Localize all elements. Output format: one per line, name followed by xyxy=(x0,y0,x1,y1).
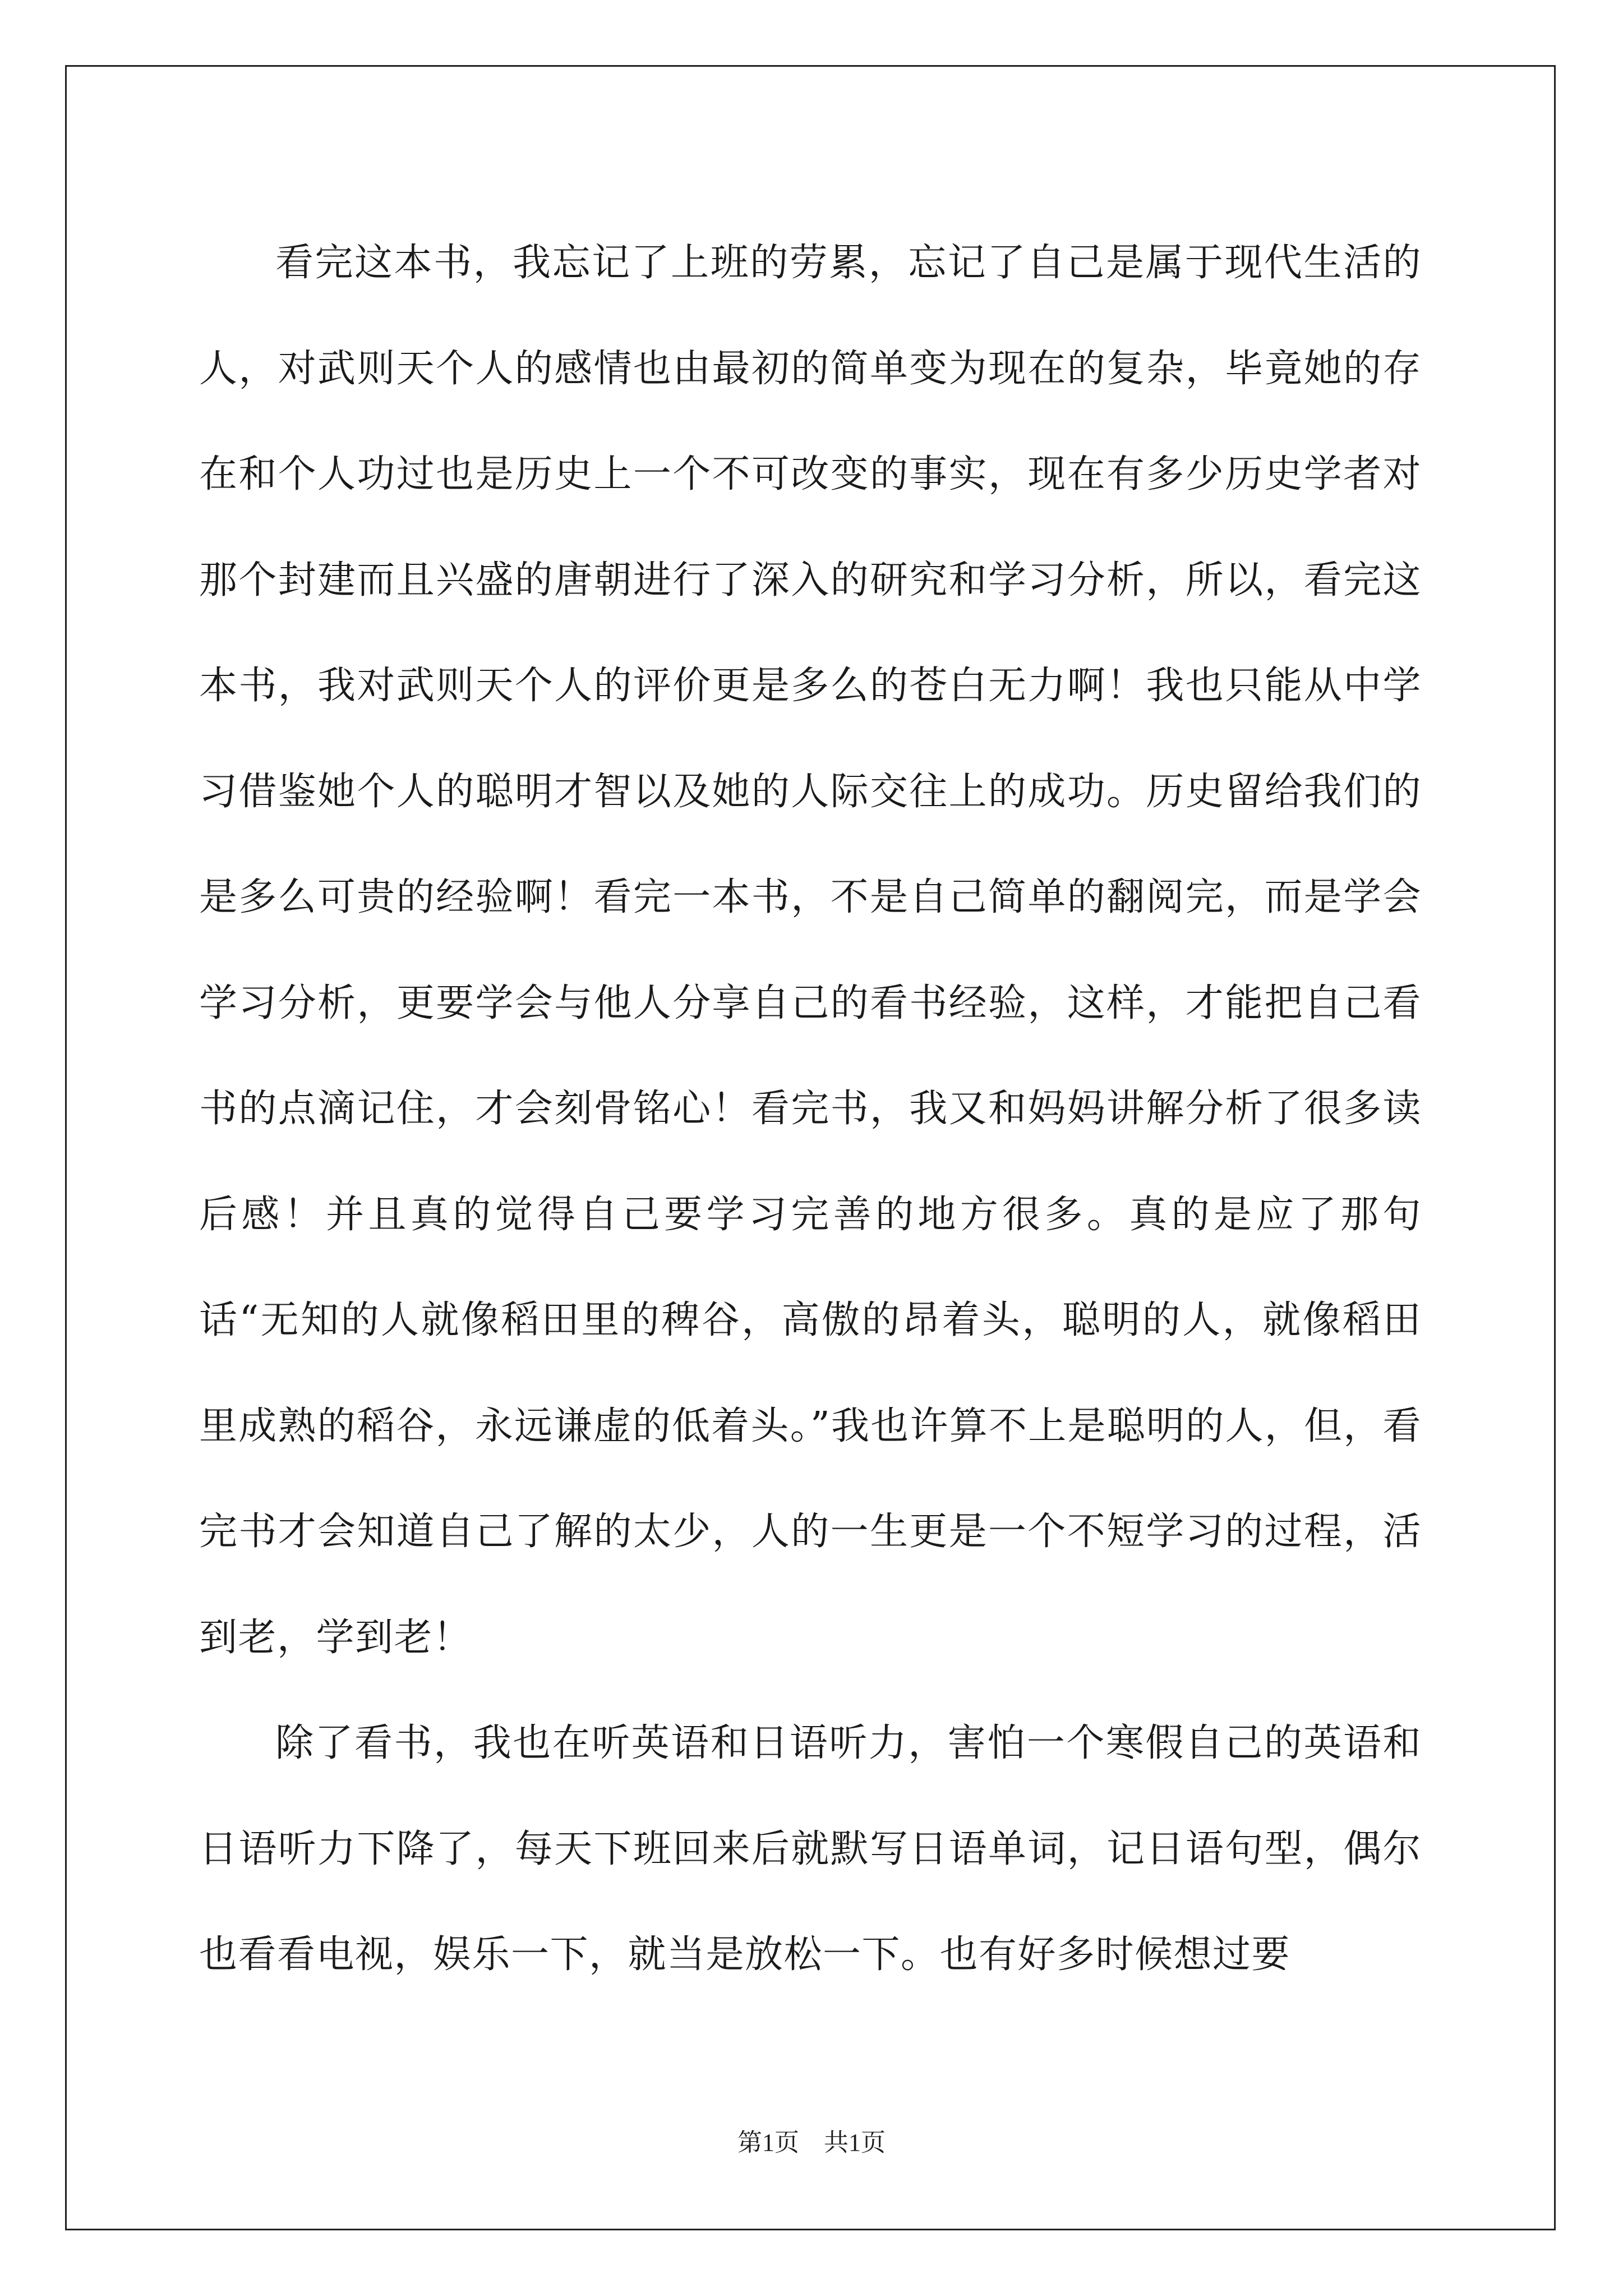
paragraph-1: 看完这本书，我忘记了上班的劳累，忘记了自己是属于现代生活的人，对武则天个人的感情也由最初的简单变为现在的复杂，毕竟她的存在和个人功过也是历史上一个不可改变的事实，现在有多少历史学者对那个封建而且兴盛的唐朝进行了深入的研究和学习分析，所以，看完这本书，我对武则天个人的评价更是多么的苍白无力啊！我也只能从中学习借鉴她个人的聪明才智以及她的人际交往上的成功。历史留给我们的是多么可贵的经验啊！看完一本书，不是自己简单的翻阅完，而是学会学习分析，更要学会与他人分享自己的看书经验，这样，才能把自己看书的点滴记住，才会刻骨铭心！看完书，我又和妈妈讲解分析了很多读后感！并且真的觉得自己要学习完善的地方很多。真的是应了那句话“无知的人就像稻田里的稗谷，高傲的昂着头，聪明的人，就像稻田里成熟的稻谷，永远谦虚的低着头。”我也许算不上是聪明的人，但，看完书才会知道自己了解的太少，人的一生更是一个不短学习的过程，活到老，学到老！ xyxy=(199,241,1422,1660)
page-number-footer: 第1页 共1页 xyxy=(737,2129,886,2156)
paragraph-2: 除了看书，我也在听英语和日语听力，害怕一个寒假自己的英语和日语听力下降了，每天下班回来后就默写日语单词，记日语句型，偶尔也看看电视，娱乐一下，就当是放松一下。也有好多时候想过要 xyxy=(199,1721,1422,1977)
document-body xyxy=(199,210,1422,2008)
